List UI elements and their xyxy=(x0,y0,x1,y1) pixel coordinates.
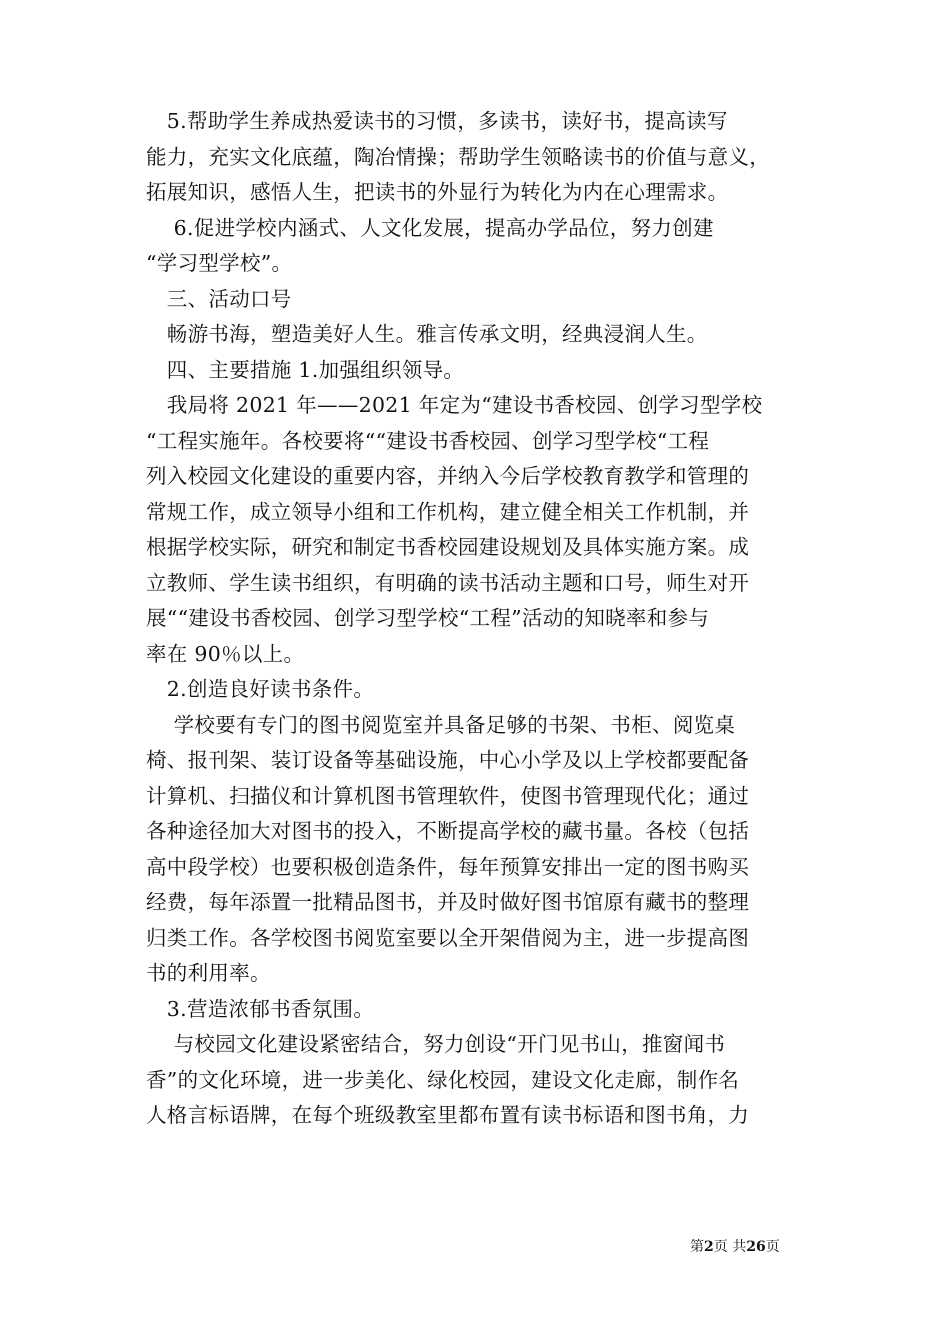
text-line: 2.创造良好读书条件。 xyxy=(146,677,375,701)
text-line: 人格言标语牌，在每个班级教室里都布置有读书标语和图书角，力 xyxy=(146,1103,750,1127)
text-line: 高中段学校）也要积极创造条件，每年预算安排出一定的图书购买 xyxy=(146,854,750,879)
footer-suffix: 页 xyxy=(765,1239,780,1255)
text-line: 拓展知识，感悟人生，把读书的外显行为转化为内在心理需求。 xyxy=(146,180,729,204)
text-line: 6.促进学校内涵式、人文化发展，提高办学品位，努力创建 xyxy=(146,215,714,240)
text-line: 学校要有专门的图书阅览室并具备足够的书架、书柜、阅览桌 xyxy=(146,712,736,737)
text-line: 椅、报刊架、装订设备等基础设施，中心小学及以上学校都要配备 xyxy=(146,748,750,772)
footer-middle: 页 共 xyxy=(713,1239,747,1255)
text-line: 各种途径加大对图书的投入，不断提高学校的藏书量。各校（包括 xyxy=(146,819,750,843)
text-line: 书的利用率。 xyxy=(146,961,271,985)
text-line: 畅游书海，塑造美好人生。雅言传承文明，经典浸润人生。 xyxy=(146,322,708,346)
text-line: 3.营造浓郁书香氛围。 xyxy=(146,996,375,1021)
text-line: 归类工作。各学校图书阅览室要以全开架借阅为主，进一步提高图 xyxy=(146,925,750,950)
text-line: 能力，充实文化底蕴，陶冶情操；帮助学生领略读书的价值与意义， xyxy=(146,144,770,169)
current-page-number: 2 xyxy=(704,1239,714,1255)
text-line: 计算机、扫描仪和计算机图书管理软件，使图书管理现代化；通过 xyxy=(146,783,750,808)
total-pages-number: 26 xyxy=(746,1239,766,1255)
text-line: 立教师、学生读书组织，有明确的读书活动主题和口号，师生对开 xyxy=(146,570,750,595)
text-line: 经费，每年添置一批精品图书，并及时做好图书馆原有藏书的整理 xyxy=(146,890,750,914)
text-line: 展““建设书香校园、创学习型学校“工程”活动的知晓率和参与 xyxy=(146,606,710,630)
footer-prefix: 第 xyxy=(690,1239,704,1255)
text-line: 我局将 2021 年——2021 年定为“建设书香校园、创学习型学校 xyxy=(146,393,763,417)
text-line: “工程实施年。各校要将““建设书香校园、创学习型学校“工程 xyxy=(146,428,710,453)
text-line: 常规工作，成立领导小组和工作机构，建立健全相关工作机制，并 xyxy=(146,499,750,524)
text-line: 列入校园文化建设的重要内容，并纳入今后学校教育教学和管理的 xyxy=(146,464,750,488)
text-line: 四、主要措施 1.加强组织领导。 xyxy=(146,357,465,382)
text-line: 香”的文化环境，进一步美化、绿化校园，建设文化走廊，制作名 xyxy=(146,1067,740,1092)
text-line: 率在 90％以上。 xyxy=(146,641,305,666)
text-line: “学习型学校”。 xyxy=(146,251,293,275)
text-line: 与校园文化建设紧密结合，努力创设“开门见书山，推窗闻书 xyxy=(146,1032,726,1056)
text-line: 5.帮助学生养成热爱读书的习惯，多读书，读好书，提高读写 xyxy=(146,109,728,133)
page-number-footer xyxy=(690,1236,780,1256)
text-line: 根据学校实际，研究和制定书香校园建设规划及具体实施方案。成 xyxy=(146,535,750,559)
text-line: 三、活动口号 xyxy=(146,286,292,311)
